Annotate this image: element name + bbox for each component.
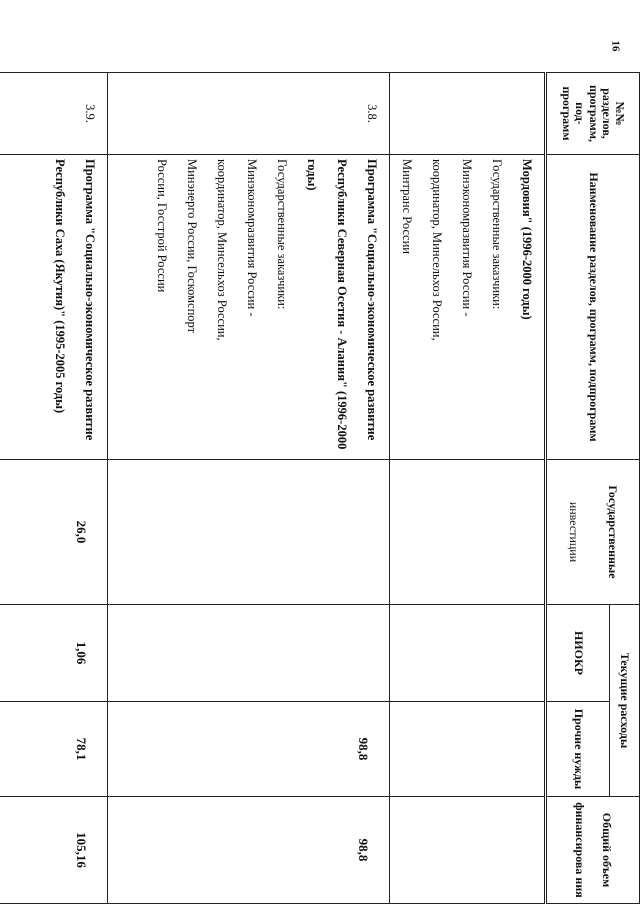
row-line: координатор, Минсельхоз России, (430, 159, 444, 341)
header-name: Наименование разделов, программ, подпрограмм (546, 155, 640, 460)
row-title: Мордовия" (1996-2000 годы) (520, 159, 534, 320)
row-line: координатор, Минсельхоз России, (215, 159, 229, 341)
row-name (390, 155, 546, 460)
row-line: Минэкономразвития России - (245, 159, 259, 317)
row-line: Государственные заказчики: (275, 159, 289, 310)
page-number: 16 (609, 40, 622, 52)
header-other: Прочие нужды (546, 702, 610, 797)
header-row-1 (610, 73, 640, 904)
header-investments (546, 460, 640, 605)
header-section-number: №№ разделов, программ, под-программ (546, 73, 640, 155)
row-niokr (108, 605, 390, 702)
row-index: 3.9. (0, 73, 108, 155)
row-line: Минэкономразвития России - (460, 159, 474, 317)
header-niokr: НИОКР (546, 605, 610, 702)
header-investments-top: Государственные (606, 485, 621, 579)
row-name (108, 155, 390, 460)
row-other: 78,1 (0, 702, 108, 797)
row-other (390, 702, 546, 797)
row-line: России, Госстрой России (155, 159, 169, 293)
row-niokr: 1,06 (0, 605, 108, 702)
row-niokr (390, 605, 546, 702)
row-investments (108, 460, 390, 605)
header-investments-bottom: инвестиции (566, 501, 581, 563)
row-line: Государственные заказчики: (490, 159, 504, 310)
table-row (108, 73, 390, 904)
row-index: 3.8. (108, 73, 390, 155)
header-total-bottom: финансирова ния (573, 802, 588, 898)
header-current-expenses: Текущие расходы (610, 605, 640, 797)
row-index (390, 73, 546, 155)
table-row (0, 73, 108, 904)
document-page (55, 72, 640, 900)
financing-table (0, 72, 640, 904)
row-other: 98,8 (108, 702, 390, 797)
row-investments (390, 460, 546, 605)
row-total (390, 797, 546, 904)
row-total: 98,8 (108, 797, 390, 904)
row-title: Программа "Социально-экономическое развитие Республики Северная Осетия - Алания" (1996-2000 годы) (305, 159, 379, 450)
header-total (546, 797, 640, 904)
header-total-top: Общий объем (599, 812, 614, 888)
table-row (390, 73, 546, 904)
row-investments: 26,0 (0, 460, 108, 605)
row-name (0, 155, 108, 460)
rotated-table-frame (55, 72, 640, 900)
row-total: 105,16 (0, 797, 108, 904)
row-line: Минэнерго России, Госкомспорт (185, 159, 199, 334)
row-line: Минтранс России (400, 159, 414, 254)
row-title: Программа "Социально-экономическое развитие Республики Саха (Якутия)" (1995-2005 годы) (53, 159, 97, 441)
